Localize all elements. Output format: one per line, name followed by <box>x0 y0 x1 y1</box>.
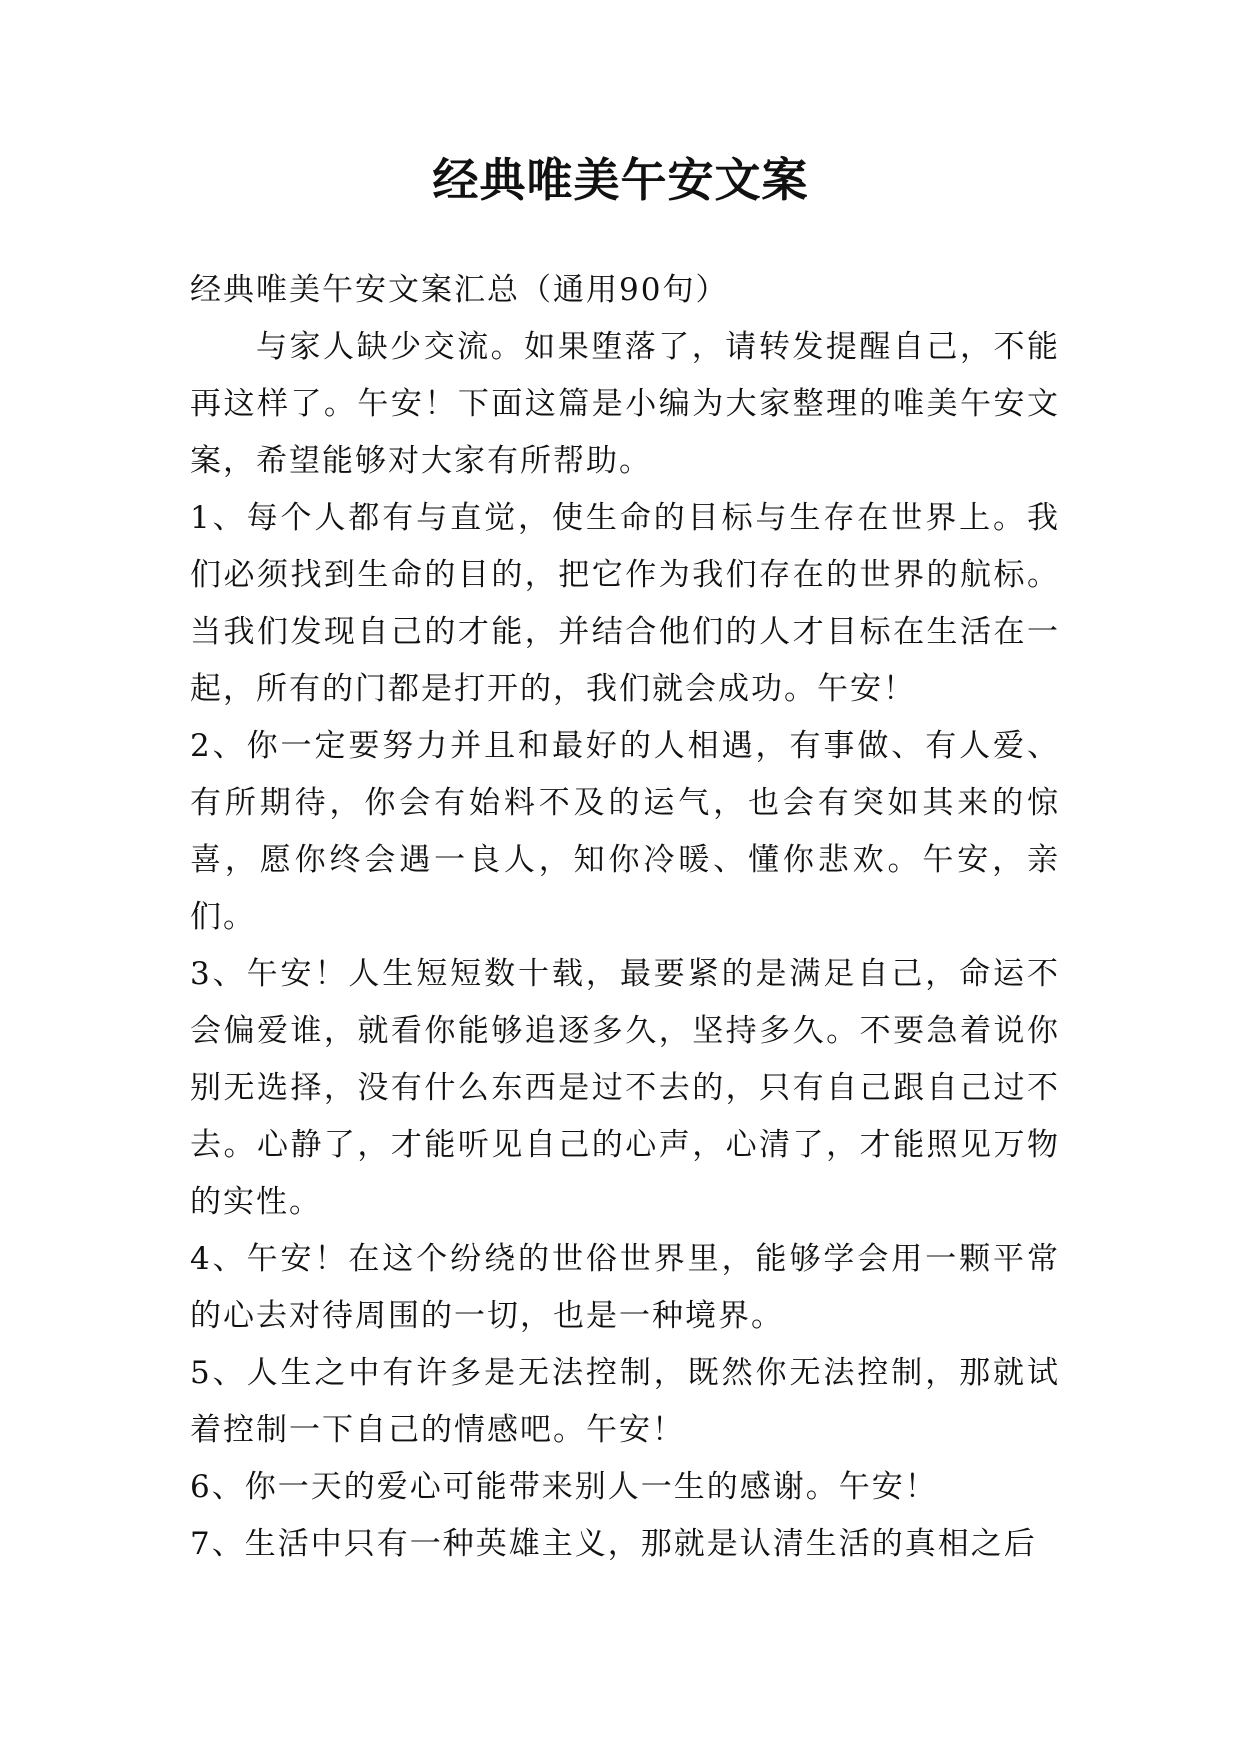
list-item: 3、午安！人生短短数十载，最要紧的是满足自己，命运不会偏爱谁，就看你能够追逐多久，坚持多久。不要急着说你别无选择，没有什么东西是过不去的，只有自己跟自己过不去。心静了，才能听见自己的心声，心清了，才能照见万物的实性。 <box>190 956 1060 1220</box>
list-item: 5、人生之中有许多是无法控制，既然你无法控制，那就试着控制一下自己的情感吧。午安！ <box>190 1355 1060 1448</box>
list-item: 1、每个人都有与直觉，使生命的目标与生存在世界上。我们必须找到生命的目的，把它作为我们存在的世界的航标。当我们发现自己的才能，并结合他们的人才目标在生活在一起，所有的门都是打开的，我们就会成功。午安！ <box>190 500 1060 707</box>
document-title: 经典唯美午安文案 <box>432 153 809 207</box>
intro-paragraph: 与家人缺少交流。如果堕落了，请转发提醒自己，不能再这样了。午安！下面这篇是小编为大家整理的唯美午安文案，希望能够对大家有所帮助。 <box>190 329 1060 479</box>
document-body <box>190 262 1060 1573</box>
list-item: 4、午安！在这个纷绕的世俗世界里，能够学会用一颗平常的心去对待周围的一切，也是一种境界。 <box>190 1241 1060 1334</box>
subtitle: 经典唯美午安文案汇总（通用90句） <box>190 272 729 308</box>
list-item: 7、生活中只有一种英雄主义，那就是认清生活的真相之后 <box>190 1526 1037 1562</box>
list-item: 6、你一天的爱心可能带来别人一生的感谢。午安！ <box>190 1469 938 1505</box>
list-item: 2、你一定要努力并且和最好的人相遇，有事做、有人爱、有所期待，你会有始料不及的运气，也会有突如其来的惊喜，愿你终会遇一良人，知你冷暖、懂你悲欢。午安，亲们。 <box>190 728 1060 935</box>
